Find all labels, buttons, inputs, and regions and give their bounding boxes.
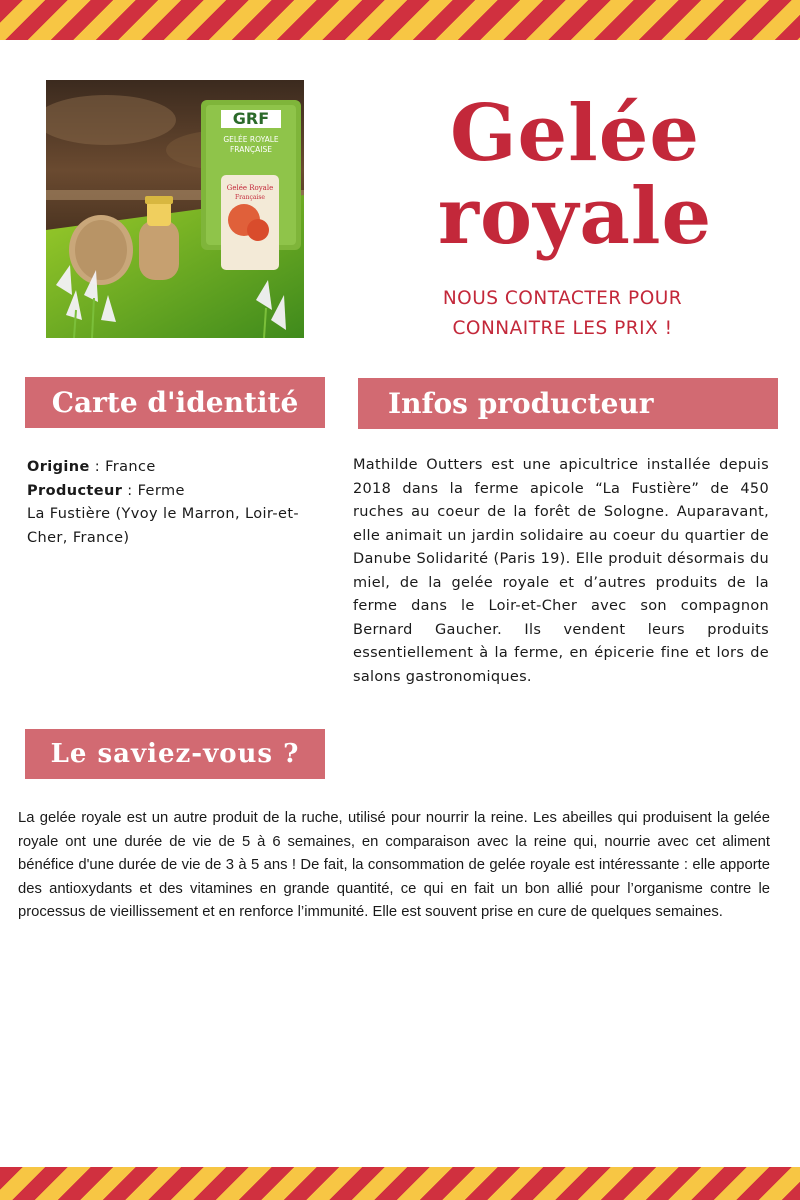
title-line1: Gelée [449,88,701,179]
jar-label-line1: Gelée Royale [226,184,274,192]
bottom-stripe-border [0,1167,800,1200]
origine-value: : France [89,459,156,475]
infos-producteur-text: Mathilde Outters est une apicultrice installée depuis 2018 dans la ferme apicole “La Fustière” de 450 ruches au coeur de la forêt de Sologne. Auparavant, elle animait un jardin solidaire au coeur du quartier de Danube Solidarité (Paris 19). Elle produit désormais du miel, de la gelée royale et d’autres produits de la ferme dans le Loir-et-Cher avec son compagnon Bernard Gaucher. Ils vendent leurs produits essentiellement à la ferme, en épicerie fine et lors de salons gastronomiques. [353,457,769,685]
contact-line1: NOUS CONTACTER POUR [442,288,683,309]
photo-brand-line1: GELÉE ROYALE [223,135,279,144]
photo-brand-line2: FRANÇAISE [229,145,273,154]
infos-heading: Infos producteur [358,378,778,429]
producteur-row [27,480,322,504]
origine-row [27,456,322,480]
producteur-value: : Ferme [122,482,185,499]
producteur-label: Producteur [27,482,123,499]
photo-brand-text: GRF [232,109,270,128]
title-line2: royale [437,171,713,262]
contact-notice [400,284,725,344]
top-stripe-border [0,0,800,40]
contact-line2: CONNAITRE LES PRIX ! [452,318,673,339]
producteur-address: La Fustière (Yvoy le Marron, Loir-et-Cher, France) [27,506,300,546]
saviez-heading: Le saviez-vous ? [25,729,325,779]
origine-label: Origine [27,459,90,475]
identite-heading: Carte d'identité [25,377,325,428]
identite-section [27,456,322,550]
saviez-text: La gelée royale est un autre produit de la ruche, utilisé pour nourrir la reine. Les abeilles qui produisent la gelée royale ont une durée de vie de 5 à 6 semaines, en comparaison avec la reine qui, nourrie avec cet aliment bénéfice d'une durée de vie de 3 à 5 ans ! De fait, la consommation de gelée royale est intéressante : elle apporte des antioxydants et des vitamines en grande quantité, ce qui en fait un bon allié pour l’organisme contre le processus de vieillissement et en renforce l’immunité. Elle est souvent prise en cure de quelques semaines. [18,810,770,920]
product-photo [46,80,304,338]
jar-label-line2: Française [235,194,265,201]
